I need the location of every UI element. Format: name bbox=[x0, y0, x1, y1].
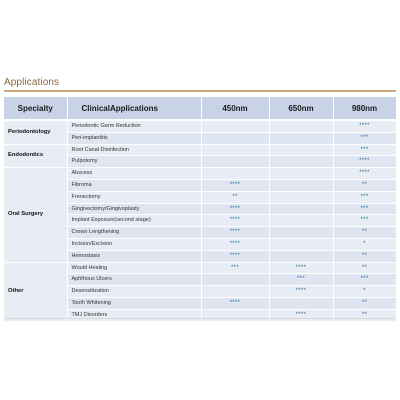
rating-450nm-cell: *** bbox=[201, 262, 269, 274]
rating-980nm-cell: ** bbox=[333, 179, 396, 191]
table-row bbox=[4, 262, 396, 274]
rating-450nm-cell: **** bbox=[201, 203, 269, 215]
rating-650nm-cell bbox=[269, 156, 333, 168]
rating-980nm-cell: *** bbox=[333, 132, 396, 144]
rating-650nm-cell: *** bbox=[269, 274, 333, 286]
rating-980nm-cell: *** bbox=[333, 191, 396, 203]
rating-650nm-cell bbox=[269, 120, 333, 132]
rating-450nm-cell: **** bbox=[201, 215, 269, 227]
rating-450nm-cell bbox=[201, 144, 269, 156]
title-underline bbox=[4, 90, 396, 92]
table-header-row bbox=[4, 97, 396, 120]
table-bottom-line bbox=[4, 318, 396, 319]
rating-650nm-cell: **** bbox=[269, 262, 333, 274]
rating-650nm-cell bbox=[269, 227, 333, 239]
header-980nm: 980nm bbox=[333, 97, 396, 120]
rating-650nm-cell: **** bbox=[269, 286, 333, 298]
application-cell: Would Healing bbox=[67, 262, 201, 274]
rating-650nm-cell bbox=[269, 203, 333, 215]
application-cell: Frenectomy bbox=[67, 191, 201, 203]
rating-980nm-cell: ** bbox=[333, 250, 396, 262]
table-row bbox=[4, 168, 396, 180]
application-cell: Gingivectomy/Gingivoplasty bbox=[67, 203, 201, 215]
application-cell: Pulpotomy bbox=[67, 156, 201, 168]
table-row bbox=[4, 120, 396, 132]
section-title: Applications bbox=[4, 77, 60, 88]
rating-650nm-cell bbox=[269, 238, 333, 250]
rating-980nm-cell: ** bbox=[333, 227, 396, 239]
rating-450nm-cell bbox=[201, 286, 269, 298]
rating-450nm-cell bbox=[201, 274, 269, 286]
rating-450nm-cell: **** bbox=[201, 250, 269, 262]
rating-980nm-cell: *** bbox=[333, 215, 396, 227]
rating-980nm-cell: **** bbox=[333, 156, 396, 168]
application-cell: Periodontic Germ Reduction bbox=[67, 120, 201, 132]
applications-table bbox=[4, 97, 397, 322]
application-cell: Root Canal Disinfection bbox=[67, 144, 201, 156]
application-cell: Crown Lengthening bbox=[67, 227, 201, 239]
rating-650nm-cell bbox=[269, 250, 333, 262]
rating-980nm-cell: * bbox=[333, 238, 396, 250]
rating-450nm-cell: **** bbox=[201, 227, 269, 239]
application-cell: Fibroma bbox=[67, 179, 201, 191]
rating-650nm-cell: **** bbox=[269, 309, 333, 321]
application-cell: Peri-implantitis bbox=[67, 132, 201, 144]
application-cell: TMJ Disorders bbox=[67, 309, 201, 321]
rating-980nm-cell: **** bbox=[333, 168, 396, 180]
header-650nm: 650nm bbox=[269, 97, 333, 120]
rating-650nm-cell bbox=[269, 144, 333, 156]
application-cell: Aphthous Ulcers bbox=[67, 274, 201, 286]
table-row bbox=[4, 144, 396, 156]
rating-450nm-cell bbox=[201, 309, 269, 321]
rating-450nm-cell: ** bbox=[201, 191, 269, 203]
header-clinical-applications: ClinicalApplications bbox=[67, 97, 201, 120]
rating-450nm-cell bbox=[201, 132, 269, 144]
application-cell: Desensitization bbox=[67, 286, 201, 298]
rating-980nm-cell: *** bbox=[333, 203, 396, 215]
rating-980nm-cell: ** bbox=[333, 262, 396, 274]
table-body bbox=[4, 120, 396, 321]
specialty-cell: Endodontics bbox=[4, 144, 67, 168]
rating-980nm-cell: * bbox=[333, 286, 396, 298]
rating-980nm-cell: *** bbox=[333, 274, 396, 286]
rating-650nm-cell bbox=[269, 179, 333, 191]
rating-450nm-cell bbox=[201, 120, 269, 132]
rating-980nm-cell: *** bbox=[333, 144, 396, 156]
header-specialty: Specialty bbox=[4, 97, 67, 120]
application-cell: Abscess bbox=[67, 168, 201, 180]
rating-980nm-cell: **** bbox=[333, 120, 396, 132]
specialty-cell: Oral Surgery bbox=[4, 168, 67, 262]
rating-650nm-cell bbox=[269, 132, 333, 144]
rating-450nm-cell: **** bbox=[201, 179, 269, 191]
rating-450nm-cell: **** bbox=[201, 297, 269, 309]
rating-450nm-cell bbox=[201, 156, 269, 168]
rating-650nm-cell bbox=[269, 297, 333, 309]
rating-650nm-cell bbox=[269, 215, 333, 227]
application-cell: Hemostasis bbox=[67, 250, 201, 262]
rating-450nm-cell bbox=[201, 168, 269, 180]
application-cell: Incision/Excision bbox=[67, 238, 201, 250]
rating-650nm-cell bbox=[269, 191, 333, 203]
rating-980nm-cell: ** bbox=[333, 309, 396, 321]
application-cell: Tooth Whitening bbox=[67, 297, 201, 309]
specialty-cell: Periodontology bbox=[4, 120, 67, 144]
rating-450nm-cell: **** bbox=[201, 238, 269, 250]
application-cell: Implant Exposure(second stage) bbox=[67, 215, 201, 227]
rating-980nm-cell: ** bbox=[333, 297, 396, 309]
rating-650nm-cell bbox=[269, 168, 333, 180]
header-450nm: 450nm bbox=[201, 97, 269, 120]
specialty-cell: Other bbox=[4, 262, 67, 321]
